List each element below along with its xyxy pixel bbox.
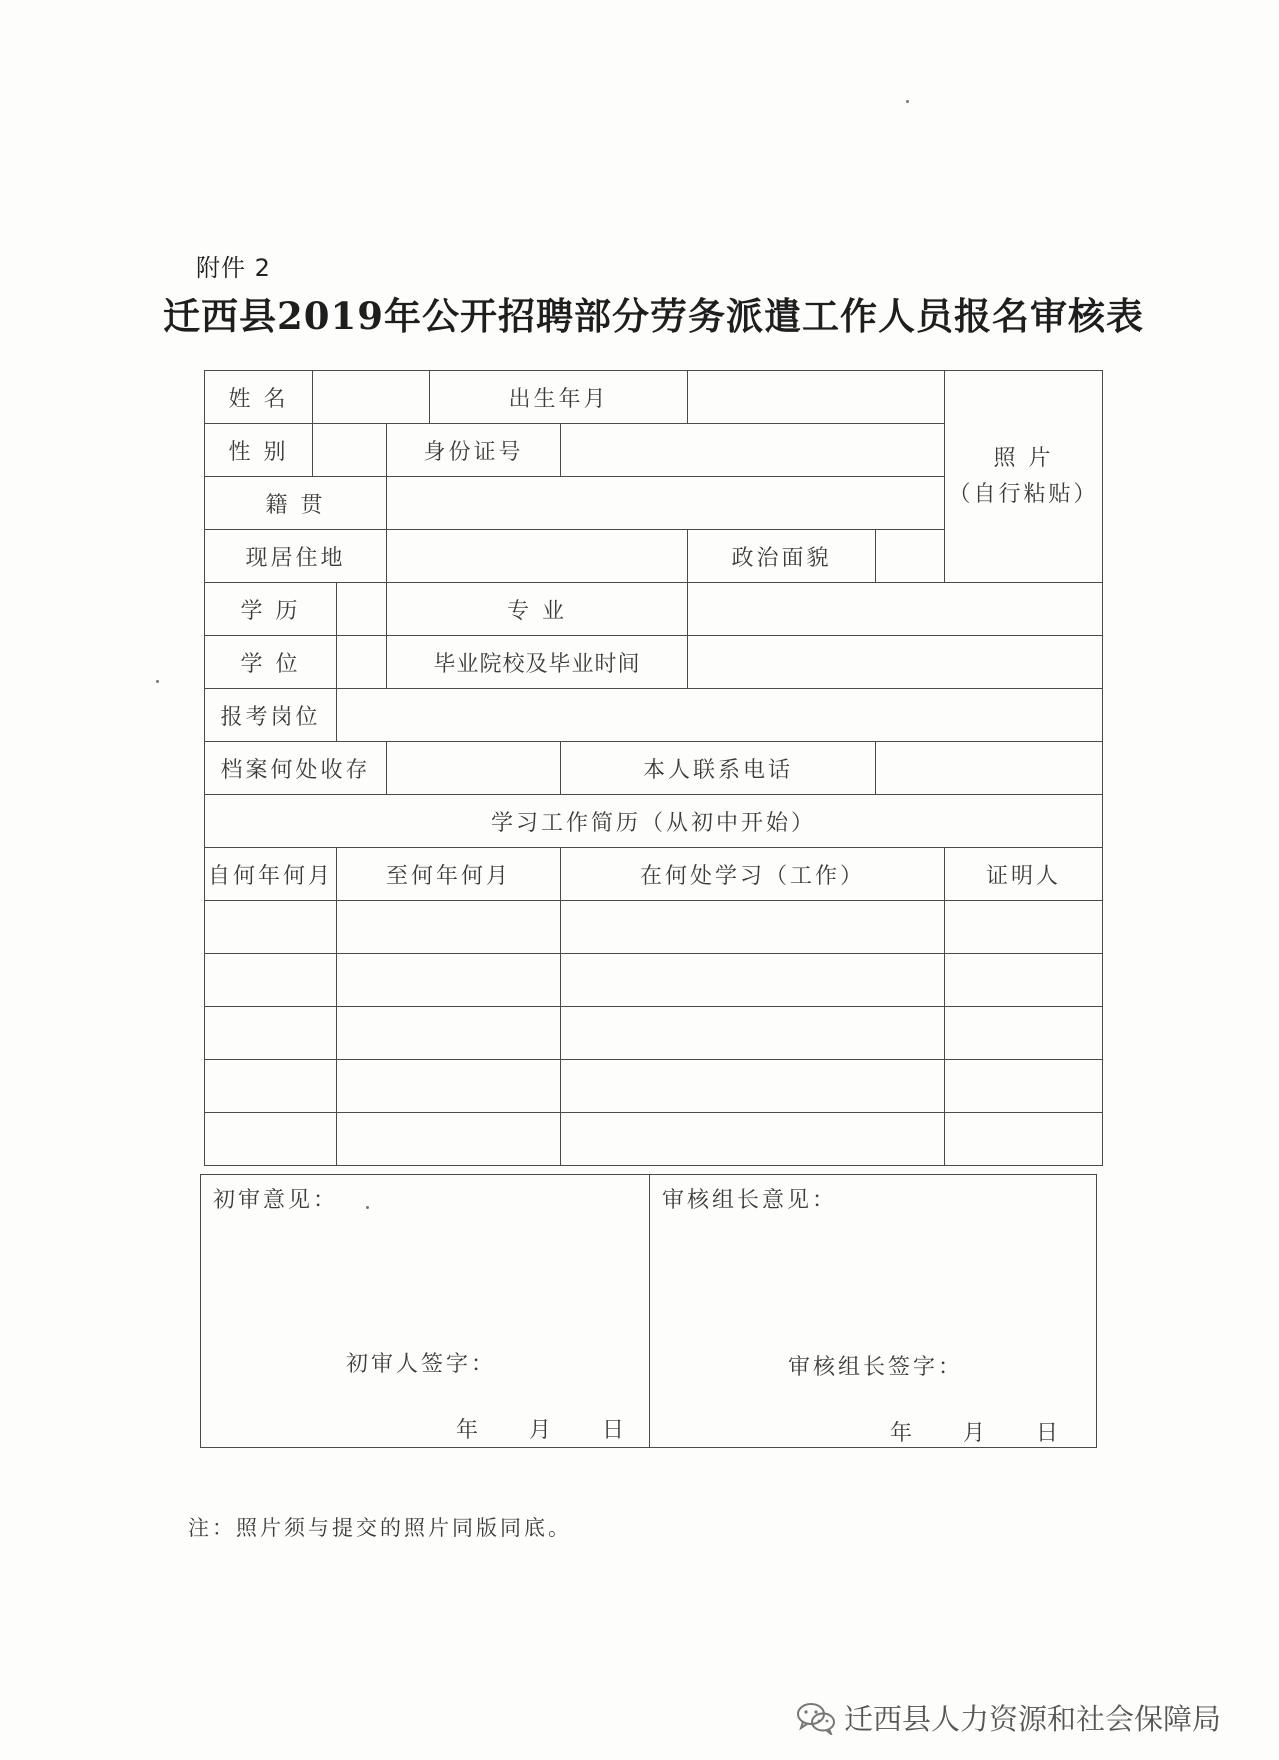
resume-from-cell[interactable] — [205, 954, 337, 1007]
resume-from-cell[interactable] — [205, 901, 337, 954]
wechat-icon — [796, 1701, 836, 1735]
resume-place-cell[interactable] — [561, 901, 945, 954]
archive-field[interactable] — [387, 742, 561, 795]
attachment-label: 附件 2 — [196, 254, 271, 282]
resume-row — [205, 1113, 1103, 1166]
registration-form-table — [204, 370, 1103, 1166]
resume-col-from: 自何年何月 — [205, 848, 337, 901]
resume-place-cell[interactable] — [561, 1060, 945, 1113]
resume-col-witness: 证明人 — [945, 848, 1103, 901]
leader-signature-label: 审核组长签字： — [788, 1355, 964, 1380]
resume-header: 学习工作简历（从初中开始） — [205, 795, 1103, 848]
name-label: 姓 名 — [205, 371, 313, 424]
name-field[interactable] — [313, 371, 430, 424]
resume-to-cell[interactable] — [337, 1007, 561, 1060]
resume-from-cell[interactable] — [205, 1060, 337, 1113]
archive-label: 档案何处收存 — [205, 742, 387, 795]
initial-review-label: 初审意见： — [213, 1188, 339, 1213]
position-label: 报考岗位 — [205, 689, 337, 742]
watermark-text: 迁西县人力资源和社会保障局 — [844, 1702, 1222, 1736]
resume-row — [205, 1007, 1103, 1060]
resume-place-cell[interactable] — [561, 1113, 945, 1166]
resume-to-cell[interactable] — [337, 901, 561, 954]
resume-from-cell[interactable] — [205, 1007, 337, 1060]
page-title: 迁西县2019年公开招聘部分劳务派遣工作人员报名审核表 — [163, 294, 1144, 338]
political-field[interactable] — [876, 530, 945, 583]
major-field[interactable] — [688, 583, 1103, 636]
education-label: 学 历 — [205, 583, 337, 636]
address-label: 现居住地 — [205, 530, 387, 583]
resume-witness-cell[interactable] — [945, 954, 1103, 1007]
leader-date: 年 月 日 — [890, 1421, 1058, 1446]
photo-label: 照 片 — [993, 445, 1054, 471]
resume-row — [205, 954, 1103, 1007]
id-label: 身份证号 — [387, 424, 561, 477]
phone-field[interactable] — [876, 742, 1103, 795]
photo-note: （自行粘贴） — [948, 481, 1099, 507]
resume-col-place: 在何处学习（工作） — [561, 848, 945, 901]
leader-review-box[interactable] — [650, 1175, 1096, 1447]
birth-field[interactable] — [688, 371, 945, 424]
phone-label: 本人联系电话 — [561, 742, 876, 795]
native-label: 籍 贯 — [205, 477, 387, 530]
gender-field[interactable] — [313, 424, 387, 477]
scan-speck — [906, 100, 909, 103]
photo-box[interactable] — [945, 371, 1103, 583]
initial-signature-label: 初审人签字： — [346, 1352, 497, 1377]
resume-witness-cell[interactable] — [945, 1060, 1103, 1113]
resume-witness-cell[interactable] — [945, 1113, 1103, 1166]
resume-from-cell[interactable] — [205, 1113, 337, 1166]
address-field[interactable] — [387, 530, 688, 583]
scan-speck — [366, 1206, 369, 1209]
leader-review-label: 审核组长意见： — [662, 1188, 838, 1213]
education-field[interactable] — [337, 583, 387, 636]
school-label: 毕业院校及毕业时间 — [387, 636, 688, 689]
degree-label: 学 位 — [205, 636, 337, 689]
initial-date: 年 月 日 — [456, 1418, 624, 1443]
resume-to-cell[interactable] — [337, 1113, 561, 1166]
scan-speck — [156, 680, 159, 683]
degree-field[interactable] — [337, 636, 387, 689]
resume-place-cell[interactable] — [561, 1007, 945, 1060]
position-field[interactable] — [337, 689, 1103, 742]
initial-review-box[interactable] — [201, 1175, 650, 1447]
resume-to-cell[interactable] — [337, 954, 561, 1007]
resume-row — [205, 1060, 1103, 1113]
resume-col-to: 至何年何月 — [337, 848, 561, 901]
gender-label: 性 别 — [205, 424, 313, 477]
opinion-section — [200, 1174, 1097, 1448]
resume-to-cell[interactable] — [337, 1060, 561, 1113]
id-field[interactable] — [561, 424, 945, 477]
resume-row — [205, 901, 1103, 954]
resume-place-cell[interactable] — [561, 954, 945, 1007]
native-field[interactable] — [387, 477, 945, 530]
major-label: 专 业 — [387, 583, 688, 636]
resume-witness-cell[interactable] — [945, 901, 1103, 954]
watermark — [796, 1697, 1221, 1738]
school-field[interactable] — [688, 636, 1103, 689]
political-label: 政治面貌 — [688, 530, 876, 583]
resume-witness-cell[interactable] — [945, 1007, 1103, 1060]
birth-label: 出生年月 — [430, 371, 688, 424]
footnote: 注：照片须与提交的照片同版同底。 — [188, 1516, 572, 1540]
